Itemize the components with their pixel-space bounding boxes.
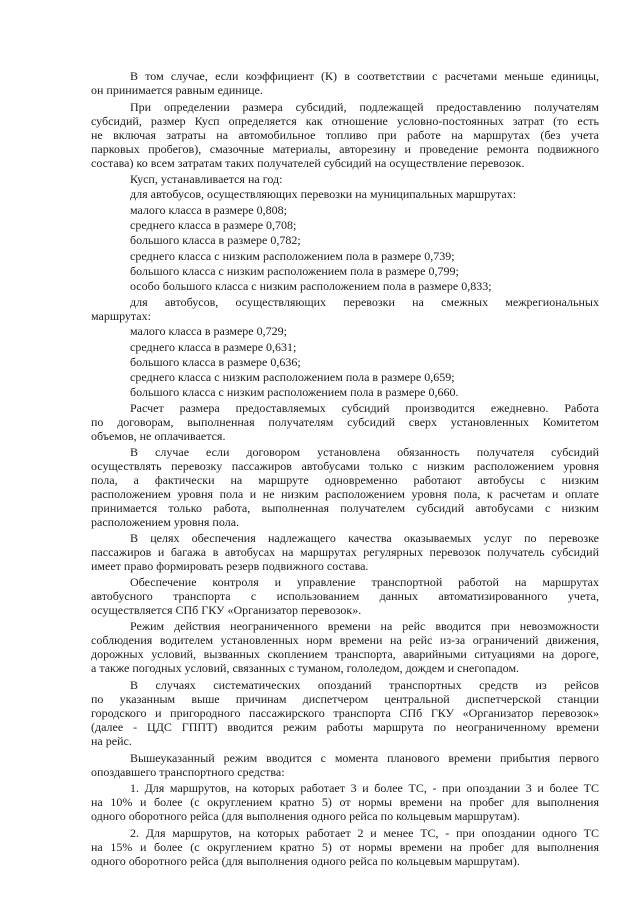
text-line: городского и пригородного пассажирского транспорта СПб ГКУ «Организатор перевозок»: [91, 707, 599, 720]
list-item: большого класса в размере 0,636;: [130, 356, 301, 369]
text-line: опоздавшего транспортного средства:: [91, 766, 285, 779]
list-item: большого класса с низким расположением пола в размере 0,660.: [130, 386, 459, 399]
numbered-item: 1. Для маршрутов, на которых работает 3 и более ТС, - при опоздании 3 и более ТС: [130, 782, 599, 795]
text-line: по указанным выше причинам диспетчером центральной диспетчерской станции: [91, 693, 599, 706]
text-line: пассажиров и багажа в автобусах на маршрутах регулярных перевозок получатель субсидий: [91, 546, 599, 559]
text-line: пола, а фактически на маршруте одновременно работают автобусы с низким: [91, 474, 599, 487]
text-line: осуществлять перевозку пассажиров автобусами только с низким расположением уровня: [91, 460, 599, 473]
text-line: В том случае, если коэффициент (К) в соответствии с расчетами меньше единицы,: [130, 70, 599, 83]
text-line: расположением уровня пола и не низким расположением уровня пола, к расчетам и оплате: [91, 488, 599, 501]
numbered-item: 2. Для маршрутов, на которых работает 2 и менее ТС, - при опоздании одного ТС: [130, 827, 599, 840]
list-item: среднего класса в размере 0,708;: [130, 219, 297, 232]
text-line: расположением уровня пола.: [91, 516, 240, 529]
text-line: имеет право формировать резерв подвижного состава.: [91, 560, 369, 573]
text-line: В случае если договором установлена обязанность получателя субсидий: [130, 446, 599, 459]
text-line: объемов, не оплачивается.: [91, 430, 226, 443]
list-item: малого класса в размере 0,729;: [130, 325, 287, 338]
text-line: соблюдения водителем установленных норм времени на рейс из-за ограничений движения,: [91, 634, 599, 647]
list-item: среднего класса в размере 0,631;: [130, 341, 297, 354]
list-item: среднего класса с низким расположением пола в размере 0,739;: [130, 250, 455, 263]
text-line: а также погодных условий, связанных с туманом, гололедом, дождем и снегопадом.: [91, 662, 520, 675]
text-line: дорожных условий, вызванных скоплением транспорта, аварийными ситуациями на дороге,: [91, 648, 599, 661]
text-line: Вышеуказанный режим вводится с момента планового времени прибытия первого: [130, 752, 599, 765]
text-line: маршрутах:: [91, 310, 151, 323]
text-line: по договорам, выполненная получателям субсидий сверх установленных Комитетом: [91, 416, 599, 429]
text-line: В случаях систематических опозданий транспортных средств из рейсов: [130, 679, 599, 692]
list-item: малого класса в размере 0,808;: [130, 204, 287, 217]
text-line: состава) ко всем затратам таких получателей субсидий на осуществление перевозок.: [91, 157, 525, 170]
text-line: В целях обеспечения надлежащего качества оказываемых услуг по перевозке: [130, 532, 599, 545]
text-line: субсидий, размер Кусп определяется как отношение условно-постоянных затрат (то есть: [91, 115, 599, 128]
text-line: для автобусов, осуществляющих перевозки на муниципальных маршрутах:: [130, 188, 517, 201]
list-item: среднего класса с низким расположением пола в размере 0,659;: [130, 371, 455, 384]
list-item: большого класса с низким расположением пола в размере 0,799;: [130, 265, 459, 278]
text-line: принимается только работа, выполненная получателем субсидий автобусами с низким: [91, 502, 599, 515]
text-line: не включая затраты на автомобильное топливо при работе на маршрутах (без учета: [91, 129, 599, 142]
text-line: Режим действия неограниченного времени на рейс вводится при невозможности: [130, 620, 599, 633]
text-line: осуществляется СПб ГКУ «Организатор перевозок».: [91, 604, 362, 617]
text-line: одного оборотного рейса (для выполнения одного рейса по кольцевым маршрутам).: [91, 810, 520, 823]
text-line: (далее - ЦДС ГППТ) вводится режим работы маршрута по неограниченному времени: [91, 721, 599, 734]
text-line: Расчет размера предоставляемых субсидий производится ежедневно. Работа: [130, 402, 599, 415]
text-line: При определении размера субсидий, подлежащей предоставлению получателям: [130, 101, 599, 114]
text-line: для автобусов, осуществляющих перевозки на смежных межрегиональных: [130, 296, 599, 309]
text-line: одного оборотного рейса (для выполнения одного рейса по кольцевым маршрутам).: [91, 855, 520, 868]
list-item: большого класса в размере 0,782;: [130, 234, 301, 247]
text-line: на рейс.: [91, 735, 132, 748]
text-line: Обеспечение контроля и управление транспортной работой на маршрутах: [130, 576, 599, 589]
text-line: Кусп, устанавливается на год:: [130, 173, 283, 186]
text-line: на 15% и более (с округлением кратно 5) от нормы времени на пробег для выполнения: [91, 841, 599, 854]
list-item: особо большого класса с низким расположением пола в размере 0,833;: [130, 280, 492, 293]
text-line: он принимается равным единице.: [91, 84, 263, 97]
text-line: на 10% и более (с округлением кратно 5) от нормы времени на пробег для выполнения: [91, 796, 599, 809]
text-line: парковых пробегов), смазочные материалы, авторезину и проведение ремонта подвижного: [91, 143, 599, 156]
text-line: автобусного транспорта с использованием данных автоматизированного учета,: [91, 590, 599, 603]
